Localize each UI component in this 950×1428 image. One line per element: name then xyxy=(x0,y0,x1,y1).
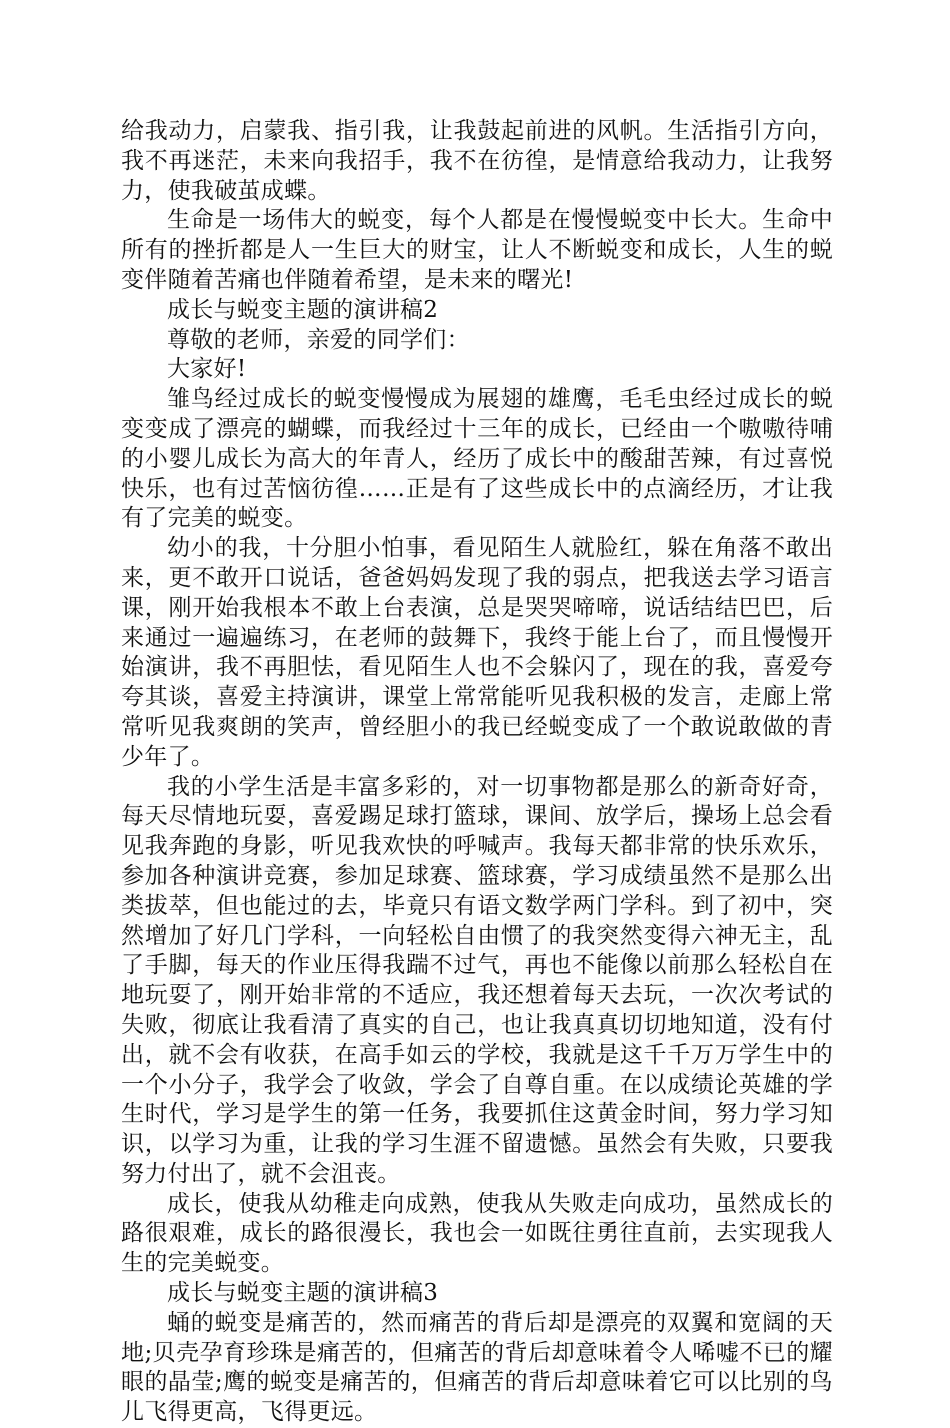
salutation: 尊敬的老师，亲爱的同学们： xyxy=(167,326,470,353)
greeting: 大家好! xyxy=(167,356,247,383)
paragraph: 我的小学生活是丰富多彩的，对一切事物都是那么的新奇好奇，每天尽情地玩耍，喜爱踢足球打篮球，课间、放学后，操场上总会看见我奔跑的身影，听见我欢快的呼喊声。我每天都非常的快乐欢乐，参加各种演讲竞赛，参加足球赛、篮球赛，学习成绩虽然不是那么出类拔萃，但也能过的去，毕竟只有语文数学两门学科。到了初中，突然增加了好几门学科，一向轻松自由惯了的我突然变得六神无主，乱了手脚，每天的作业压得我踹不过气，再也不能像以前那么轻松自在地玩耍了，刚开始非常的不适应，我还想着每天去玩，一次次考试的失败，彻底让我看清了真实的自己，也让我真真切切地知道，没有付出，就不会有收获，在高手如云的学校，我就是这千千万万学生中的一个小分子，我学会了收敛，学会了自尊自重。在以成绩论英雄的学生时代，学习是学生的第一任务，我要抓住这黄金时间，努力学习知识，以学习为重，让我的学习生涯不留遗憾。虽然会有失败，只要我努力付出了，就不会沮丧。 xyxy=(121,773,833,1187)
paragraph-continuation: 给我动力，启蒙我、指引我，让我鼓起前进的风帆。生活指引方向，我不再迷茫，未来向我招手，我不在彷徨，是情意给我动力，让我努力，使我破茧成蝶。 xyxy=(121,118,833,204)
section-title: 成长与蜕变主题的演讲稿2 xyxy=(167,296,439,323)
paragraph: 幼小的我，十分胆小怕事，看见陌生人就脸红，躲在角落不敢出来，更不敢开口说话，爸爸妈妈发现了我的弱点，把我送去学习语言课，刚开始我根本不敢上台表演，总是哭哭啼啼，说话结结巴巴，后来通过一遍遍练习，在老师的鼓舞下，我终于能上台了，而且慢慢开始演讲，我不再胆怯，看见陌生人也不会躲闪了，现在的我，喜爱夸夸其谈，喜爱主持演讲，课堂上常常能听见我积极的发言，走廊上常常听见我爽朗的笑声，曾经胆小的我已经蜕变成了一个敢说敢做的青少年了。 xyxy=(121,535,833,770)
section-title: 成长与蜕变主题的演讲稿3 xyxy=(167,1280,439,1307)
paragraph: 生命是一场伟大的蜕变，每个人都是在慢慢蜕变中长大。生命中所有的挫折都是人一生巨大的财宝，让人不断蜕变和成长，人生的蜕变伴随着苦痛也伴随着希望，是未来的曙光! xyxy=(121,207,833,293)
paragraph: 雏鸟经过成长的蜕变慢慢成为展翅的雄鹰，毛毛虫经过成长的蜕变变成了漂亮的蝴蝶，而我经过十三年的成长，已经由一个嗷嗷待哺的小婴儿成长为高大的年青人，经历了成长中的酸甜苦辣，有过喜悦快乐，也有过苦恼彷徨……正是有了这些成长中的点滴经历，才让我有了完美的蜕变。 xyxy=(121,386,833,532)
document-page xyxy=(121,117,833,1428)
paragraph: 蛹的蜕变是痛苦的，然而痛苦的背后却是漂亮的双翼和宽阔的天地;贝壳孕育珍珠是痛苦的，但痛苦的背后却意味着令人唏嘘不已的耀眼的晶莹;鹰的蜕变是痛苦的，但痛苦的背后却意味着它可以比别的鸟儿飞得更高，飞得更远。 xyxy=(121,1309,833,1426)
paragraph: 成长，使我从幼稚走向成熟，使我从失败走向成功，虽然成长的路很艰难，成长的路很漫长，我也会一如既往勇往直前，去实现我人生的完美蜕变。 xyxy=(121,1190,833,1277)
